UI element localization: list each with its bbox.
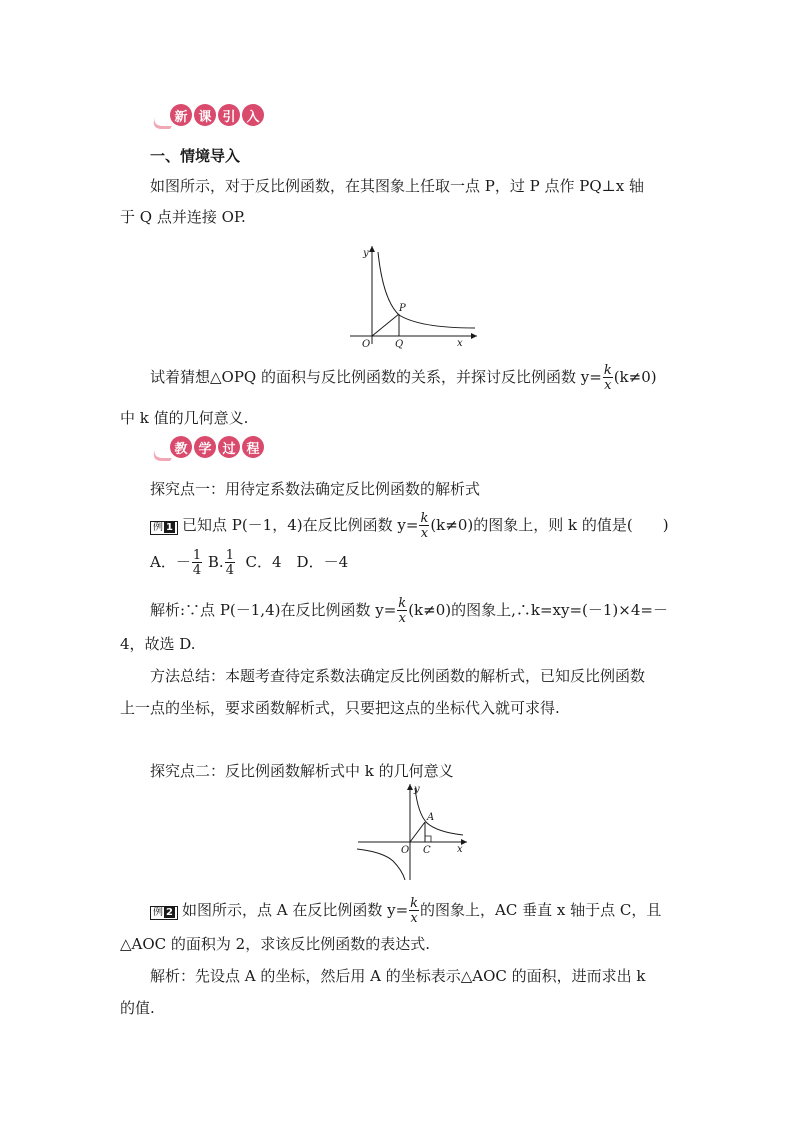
denominator: 4 [225,563,234,578]
label-q: Q [395,339,404,350]
text-segment: 如图所示，点 A 在反比例函数 y= [181,901,409,919]
option-a: A．－ [150,553,191,571]
option-b: B. [207,553,224,571]
denominator: x [410,911,418,926]
example-2-line: △AOC 的面积为 2，求该反比例函数的表达式. [120,935,430,953]
numerator: k [410,896,419,911]
denominator: x [604,378,612,393]
label-x: x [457,338,463,349]
numerator: 1 [225,548,234,563]
badge-number: 2 [166,907,173,918]
numerator: k [420,511,429,526]
segment-oa [410,822,425,842]
example-2-solution-line: 的值. [120,999,155,1017]
intro-question-line [150,364,657,392]
badge-text: 例 [153,907,163,918]
right-angle-mark [425,836,431,842]
example-1 [150,512,669,540]
banner-char: 学 [194,436,216,458]
exploration-point-1-title: 探究点一：用待定系数法确定反比例函数的解析式 [150,480,481,498]
example-1-solution [150,597,668,625]
example-1-solution-line: 4，故选 D. [120,635,196,653]
example-badge [150,906,178,920]
numerator: k [398,596,407,611]
label-x: x [457,844,463,855]
intro-heading: 一、情境导入 [150,147,241,165]
method-summary-line: 上一点的坐标，要求函数解析式，只要把这点的坐标代入就可求得. [120,699,560,717]
banner-char: 课 [194,104,216,126]
banner-char: 程 [242,436,264,458]
banner-char: 新 [170,104,192,126]
hyperbola-graph-2 [355,780,475,882]
hyperbola-branch-right [415,788,463,835]
text-segment: 试着猜想△OPQ 的面积与反比例函数的关系，并探讨反比例函数 y= [150,368,602,386]
method-summary-line: 方法总结：本题考查待定系数法确定反比例函数的解析式，已知反比例函数 [150,667,646,685]
text-segment: (k≠0)的图象上,∴k=xy=(－1)×4=－ [408,601,668,619]
badge-number: 1 [166,522,173,533]
denominator: x [398,611,406,626]
label-o: O [362,339,371,350]
label-a: A [427,812,435,823]
fraction-k-over-x [603,364,613,392]
banner-char: 入 [242,104,264,126]
fraction-one-quarter [225,549,235,577]
x-axis-arrow [471,333,477,339]
label-y: y [363,248,369,259]
text-segment: 已知点 P(－1，4)在反比例函数 y= [181,516,419,534]
fraction-k-over-x [409,897,419,925]
example-2-solution-line: 解析：先设点 A 的坐标，然后用 A 的坐标表示△AOC 的面积，进而求出 k [150,967,646,985]
text-segment: 的图象上，AC 垂直 x 轴于点 C，且 [420,901,662,919]
label-p: P [399,303,406,314]
numerator: k [603,363,612,378]
label-o: O [401,845,410,856]
intro-question-line: 中 k 值的几何意义. [120,409,249,427]
denominator: 4 [192,563,202,578]
numerator: 1 [192,548,202,563]
y-axis-arrow [369,246,375,252]
example-1-options [150,549,348,577]
denominator: x [420,526,429,541]
text-segment: (k≠0) [613,368,657,386]
badge-text: 例 [153,522,163,533]
segment-op [372,314,399,336]
hyperbola-branch-left [357,849,405,880]
option-c-d: C．4 D．－4 [245,553,349,571]
example-2 [150,897,661,925]
fraction-k-over-x [397,597,407,625]
fraction-one-quarter [192,549,202,577]
text-segment: 解析:∵点 P(－1,4)在反比例函数 y= [150,601,397,619]
fraction-k-over-x [419,512,429,540]
intro-paragraph-line: 如图所示，对于反比例函数，在其图象上任取一点 P，过 P 点作 PQ⊥x 轴 [150,177,644,195]
y-axis-arrow [407,784,413,790]
label-c: C [423,845,431,856]
banner-char: 引 [218,104,240,126]
banner-char: 教 [170,436,192,458]
banner-char: 过 [218,436,240,458]
intro-paragraph-line: 于 Q 点并连接 OP. [120,208,246,226]
label-y: y [414,784,420,795]
hyperbola-graph-1 [345,240,485,350]
hyperbola-curve [378,252,475,328]
text-segment: (k≠0)的图象上，则 k 的值是( ) [430,516,669,534]
exploration-point-2-title: 探究点二：反比例函数解析式中 k 的几何意义 [150,762,454,780]
example-badge [150,521,178,535]
